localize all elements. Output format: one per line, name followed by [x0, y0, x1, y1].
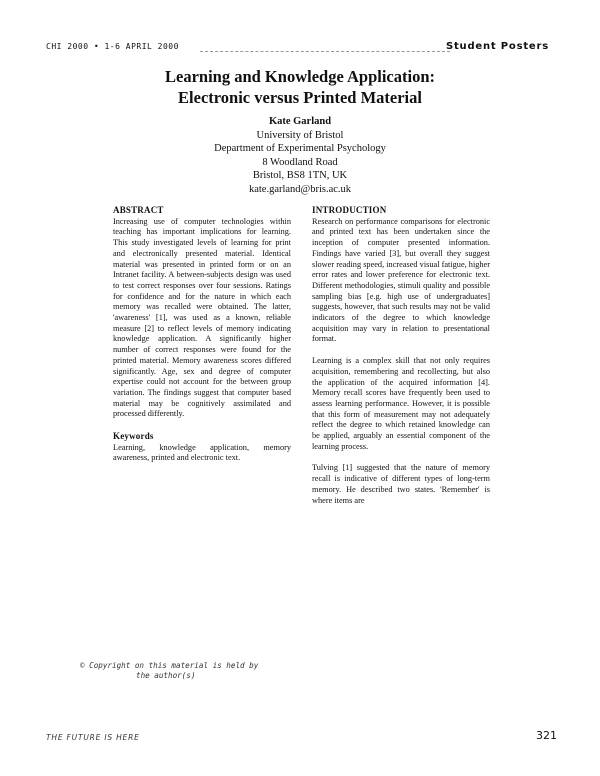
right-column: [312, 205, 490, 517]
intro-paragraph: Research on performance comparisons for electronic and printed text has been undertaken since the inception of computer presented information. Findings have varied [3], but overall they suggest slower reading speed, increased visual fatigue, higher error rates and lower preference for electronic text. Different methodologies, stimuli quality and possible sampling bias [e.g. high use of undergraduates] suggests, however, that such results may not be valid indicators of the degree to which knowledge acquisition may vary in relation to presentational format.: [312, 216, 490, 344]
copyright-notice: [80, 661, 340, 681]
intro-paragraph: Learning is a complex skill that not only requires acquisition, remembering and recollecting, but also the application of the acquired information [4]. Memory recall scores have frequently been used to assess learning performance. However, it is possible that this form of measurement may not adequately reflect the degree to which retained knowledge can be applied, arguably an essential component of the learning process.: [312, 356, 490, 451]
footer-slogan: THE FUTURE IS HERE: [46, 733, 140, 742]
intro-paragraph: Tulving [1] suggested that the nature of memory recall is indicative of different types of long-term memory. He described two states. 'Remember' is where items are: [312, 463, 490, 505]
keywords-text: Learning, knowledge application, memory awareness, printed and electronic text.: [113, 442, 291, 463]
author-email: kate.garland@bris.ac.uk: [248, 183, 352, 195]
title-line-1: Learning and Knowledge Application:: [164, 67, 435, 86]
keywords-heading: Keywords: [113, 431, 154, 442]
copyright-line-2: the author(s): [136, 671, 196, 680]
abstract-heading: ABSTRACT: [113, 205, 164, 215]
author-affiliation: University of Bristol: [256, 129, 344, 141]
author-name: Kate Garland: [268, 116, 332, 127]
running-head-rule: [200, 51, 450, 52]
running-head-left: CHI 2000 • 1-6 APRIL 2000: [46, 42, 179, 51]
author-city: Bristol, BS8 1TN, UK: [252, 170, 348, 181]
copyright-line-1: © Copyright on this material is held by: [80, 661, 259, 670]
running-head-right: Student Posters: [445, 41, 549, 52]
author-department: Department of Experimental Psychology: [214, 143, 386, 154]
paper-title: [0, 66, 600, 108]
author-street: 8 Woodland Road: [262, 156, 338, 168]
left-column: [113, 205, 291, 475]
author-block: [0, 115, 600, 196]
introduction-heading: INTRODUCTION: [312, 205, 387, 215]
abstract-text: Increasing use of computer technologies within teaching has important implications for learning. This study investigated levels of learning for print and electronically presented material. Identical material was presented in printed form or on an Intranet facility. A between-subjects design was used to test correct responses over four sessions. Ratings for confidence and for the nature in which each memory was recalled were obtained. The latter, 'awareness' [1], was used as a known, reliable measure [2] to reflect levels of memory indicating knowledge application. A significantly higher number of correct responses were found for the printed material. Memory awareness scores differed significantly. Age, sex and degree of computer expertise could not account for the between group variation. The findings suggest that computer based material may be cognitively assimilated and processed differently.: [113, 216, 291, 419]
page-number: 321: [536, 729, 557, 742]
title-line-2: Electronic versus Printed Material: [178, 88, 422, 107]
